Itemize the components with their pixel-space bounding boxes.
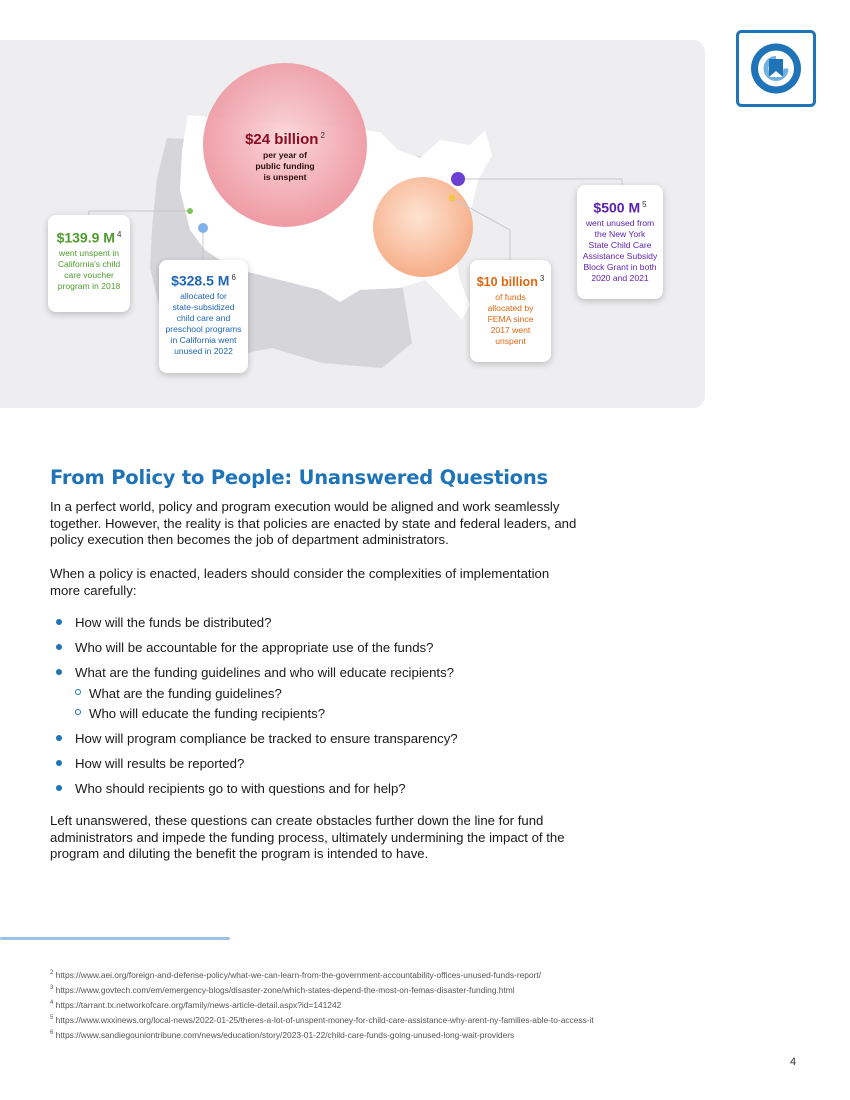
question-text: Who will educate the funding recipients? <box>89 706 326 721</box>
questions-list <box>50 614 590 805</box>
footnote-link[interactable]: https://www.govtech.com/em/emergency-blogs/disaster-zone/which-states-depend-the-most-on-femas-disaster-funding.html <box>55 985 515 995</box>
footnote-ref: 5 <box>642 200 647 209</box>
callout-text-line: allocated for <box>180 290 227 301</box>
footnote <box>50 1015 594 1025</box>
callout-text-line: the New York <box>594 228 646 239</box>
bullet-icon <box>56 669 62 675</box>
callout-amount: $10 billion <box>476 275 538 290</box>
callout-text-line: program in 2018 <box>57 280 121 291</box>
callout-text-line: went unused from <box>585 217 655 228</box>
footnote-ref: 3 <box>539 274 545 283</box>
footnote-ref: 4 <box>116 230 122 239</box>
footnote <box>50 970 541 980</box>
list-item <box>75 705 590 722</box>
center-stat <box>225 128 345 183</box>
callout-text-line: went unspent in <box>58 247 120 258</box>
footnote <box>50 985 515 995</box>
brand-logo-icon <box>736 30 816 107</box>
paragraph-intro: In a perfect world, policy and program execution would be aligned and work seamlessly together. However, the reality is that policies are enacted by state and federal leaders, and policy execution then becomes the job of department administrators. <box>50 499 577 547</box>
footnote-ref: 2 <box>320 131 325 140</box>
question-text: What are the funding guidelines? <box>89 686 282 701</box>
callout-text-line: unspent <box>495 336 526 347</box>
footnote-link[interactable]: https://www.wxxinews.org/local-news/2022-01-25/theres-a-lot-of-unspent-money-for-child-care-assistance-why-arent-ny-families-able-to-access-it <box>55 1015 594 1025</box>
footnote <box>50 1000 341 1010</box>
bullet-icon <box>56 735 62 741</box>
callout-text-line: in California went <box>170 334 237 345</box>
question-text: How will program compliance be tracked to ensure transparency? <box>75 731 458 746</box>
bullet-icon <box>56 760 62 766</box>
page-number: 4 <box>790 1056 797 1068</box>
callout-text-line: Assistance Subsidy <box>582 250 658 261</box>
sub-bullet-icon <box>75 709 81 715</box>
bullet-icon <box>56 619 62 625</box>
list-item <box>50 730 590 747</box>
list-item <box>50 755 590 772</box>
callout-amount: $328.5 M <box>171 272 230 289</box>
paragraph-conclusion: Left unanswered, these questions can create obstacles further down the line for fund administrators and impede the funding process, ultimately undermining the impact of the program and diluting the benefit the program is intended to have. <box>50 813 565 861</box>
footnote-divider <box>0 937 230 940</box>
footnote-number: 5 <box>50 1015 54 1022</box>
section-heading: From Policy to People: Unanswered Questions <box>50 466 548 489</box>
footnote-link[interactable]: https://www.sandiegouniontribune.com/news/education/story/2023-01-22/child-care-funds-going-unused-long-wait-providers <box>55 1030 515 1040</box>
question-text: How will the funds be distributed? <box>75 615 272 630</box>
callout-california-voucher <box>48 215 130 312</box>
footnote-number: 4 <box>50 1000 54 1007</box>
list-item <box>50 780 590 797</box>
sub-questions-list <box>75 685 590 722</box>
question-text: What are the funding guidelines and who will educate recipients? <box>75 665 455 680</box>
callout-text-line: allocated by <box>487 303 534 314</box>
question-text: Who should recipients go to with questions and for help? <box>75 781 406 796</box>
footnote-number: 6 <box>50 1030 54 1037</box>
footnote-link[interactable]: https://www.aei.org/foreign-and-defense-policy/what-we-can-learn-from-the-government-accountability-offices-unused-funds-report/ <box>55 970 542 980</box>
paragraph-lead: When a policy is enacted, leaders should consider the complexities of implementation more carefully: <box>50 566 550 598</box>
callout-new-york <box>577 185 663 299</box>
footnote-number: 2 <box>50 970 54 977</box>
footnote-ref: 6 <box>231 273 236 282</box>
question-text: How will results be reported? <box>75 756 245 771</box>
callout-text-line: child care and <box>176 312 231 323</box>
bullet-icon <box>56 644 62 650</box>
center-text-line: is unspent <box>263 172 307 182</box>
footnote-number: 3 <box>50 985 54 992</box>
sub-bullet-icon <box>75 689 81 695</box>
callout-text-line: state-subsidized <box>172 301 235 312</box>
callout-amount: $500 M <box>593 199 641 216</box>
callout-text-line: care voucher <box>64 269 114 280</box>
list-item <box>75 685 590 702</box>
center-text-line: per year of <box>263 150 307 160</box>
callout-amount: $139.9 M <box>56 229 115 246</box>
callout-text-line: FEMA since <box>487 314 534 325</box>
callout-text-line: Block Grant in both <box>583 261 657 272</box>
callout-text-line: 2020 and 2021 <box>591 272 649 283</box>
callout-fema <box>470 260 551 362</box>
footnote <box>50 1030 514 1040</box>
callout-text-line: unused in 2022 <box>174 345 233 356</box>
callout-california-preschool <box>159 260 248 373</box>
list-item <box>50 639 590 656</box>
question-text: Who will be accountable for the appropriate use of the funds? <box>75 640 434 655</box>
callout-text-line: California's child <box>57 258 121 269</box>
map-panel <box>0 40 705 408</box>
bullet-icon <box>56 785 62 791</box>
callout-text-line: 2017 went <box>490 325 531 336</box>
center-text-line: public funding <box>255 161 315 171</box>
footnote-link[interactable]: https://tarrant.tx.networkofcare.org/family/news-article-detail.aspx?id=141242 <box>55 1000 342 1010</box>
center-amount: $24 billion <box>245 131 319 148</box>
list-item <box>50 614 590 631</box>
callout-text-line: State Child Care <box>588 239 652 250</box>
callout-text-line: of funds <box>495 292 526 303</box>
list-item <box>50 664 590 722</box>
callout-text-line: preschool programs <box>165 323 242 334</box>
